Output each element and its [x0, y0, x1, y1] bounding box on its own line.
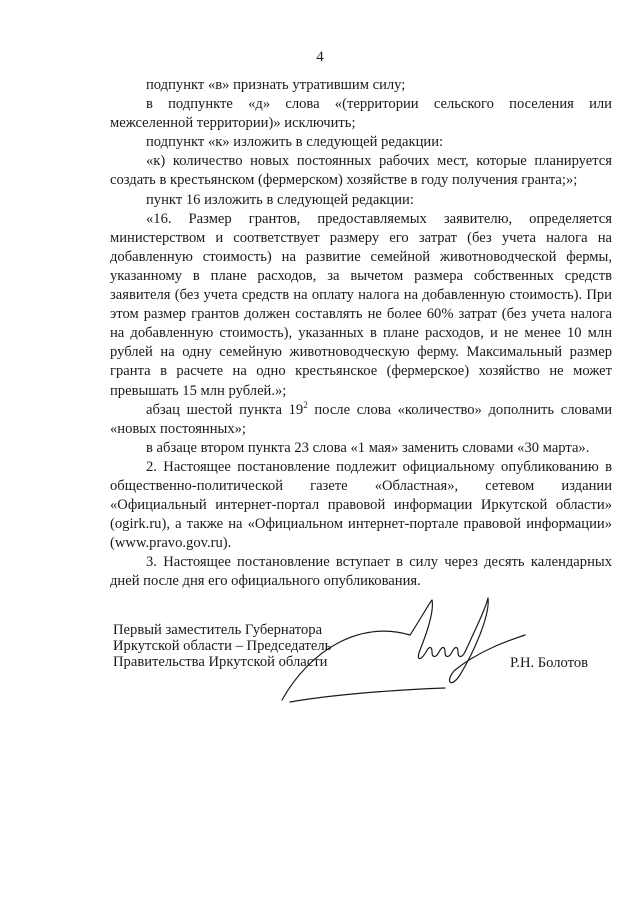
paragraph-publication: 2. Настоящее постановление подлежит официальному опубликованию в общественно-политической газете «Областная», сетевом издании «Официальный интернет-портал правовой информации Иркутской области» (ogirk.ru), а также на «Официальном интернет-портале правовой информации» (www.pravo.gov.ru).: [110, 458, 612, 552]
paragraph-subpoint-v: подпункт «в» признать утратившим силу;: [146, 77, 406, 93]
paragraph-point-16: пункт 16 изложить в следующей редакции:: [146, 191, 414, 208]
page-number: 4: [316, 49, 324, 65]
paragraph-subpoint-k-text: «к) количество новых постоянных рабочих мест, которые планируется создать в крестьянском (фермерском) хозяйстве в году получения гранта;»;: [110, 153, 612, 189]
signatory-position: [113, 622, 331, 670]
signatory-position-line-3: Правительства Иркутской области: [113, 654, 328, 670]
paragraph-subpoint-d: в подпункте «д» слова «(территории сельского поселения или межселенной территории)» исключить;: [110, 96, 612, 132]
signatory-position-line-1: Первый заместитель Губернатора: [113, 622, 323, 638]
signatory-position-line-2: Иркутской области – Председатель: [113, 638, 332, 654]
paragraph-point-16-text: «16. Размер грантов, предоставляемых заявителю, определяется министерством и соответствует размеру его затрат (без учета налога на добавленную стоимость) на развитие семейной животноводческой фермы, указанному в плане расходов, за вычетом размера собственных средств заявителя (без учета средств на оплату налога на добавленную стоимость). При этом размер грантов должен составлять не более 60% затрат (без учета налога на добавленную стоимость), указанных в плане расходов, и не менее 10 млн рублей на одну семейную животноводческую ферму. Максимальный размер гранта в расчете на одно крестьянское (фермерское) хозяйство не может превышать 15 млн рублей.»;: [110, 210, 612, 399]
paragraph-point-19-2-start: абзац шестой пункта 19: [146, 401, 304, 418]
paragraph-point-19-2-end: после слова «количество» дополнить словами «новых постоянных»;: [110, 401, 612, 437]
paragraph-subpoint-k: подпункт «к» изложить в следующей редакции:: [146, 134, 444, 151]
paragraph-point-23: в абзаце втором пункта 23 слова «1 мая» заменить словами «30 марта».: [146, 439, 590, 456]
paragraph-effective-date: 3. Настоящее постановление вступает в силу через десять календарных дней после дня его официального опубликования.: [110, 554, 612, 590]
document-body: [110, 76, 612, 592]
signatory-name: Р.Н. Болотов: [510, 655, 589, 671]
paragraph-point-19-2: [110, 401, 612, 439]
superscript-2: 2: [303, 399, 308, 410]
